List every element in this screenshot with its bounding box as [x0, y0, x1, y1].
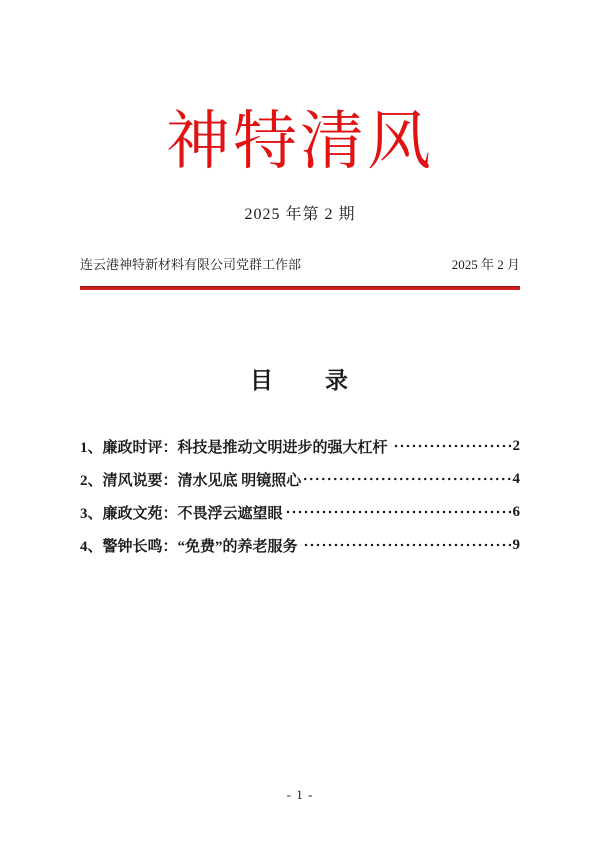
toc-entry-label: 3、廉政文苑：不畏浮云遮望眼: [80, 505, 283, 522]
publish-date: 2025 年 2 月: [451, 257, 520, 273]
toc-leader-dots: [301, 536, 513, 554]
publisher-name: 连云港神特新材料有限公司党群工作部: [80, 257, 302, 273]
toc-entry-label: 2、清风说要：清水见底 明镜照心: [80, 472, 302, 489]
toc-entry: [80, 470, 520, 488]
toc-entry: [80, 437, 520, 455]
toc-leader-dots: [286, 503, 513, 521]
toc-leader-dots: [391, 437, 513, 455]
toc-page-number: 2: [512, 437, 520, 454]
toc-entry-label: 4、警钟长鸣：“免费”的养老服务: [80, 538, 298, 555]
toc-entry-label: 1、廉政时评：科技是推动文明进步的强大杠杆: [80, 439, 388, 456]
footer-page-number: - 1 -: [286, 787, 314, 802]
toc-page-number: 4: [512, 470, 520, 487]
publication-row: [80, 254, 520, 273]
red-divider-rule: [80, 286, 520, 290]
toc-leader-dots: [304, 470, 512, 488]
toc-entry: [80, 503, 520, 521]
toc-heading: 目 录: [250, 368, 350, 394]
newsletter-title: 神特清风: [166, 106, 434, 177]
issue-number: 2025 年第 2 期: [244, 206, 356, 224]
toc-page-number: 9: [512, 536, 520, 553]
toc-entry: [80, 536, 520, 554]
toc-page-number: 6: [512, 503, 520, 520]
toc-list: [80, 437, 520, 554]
